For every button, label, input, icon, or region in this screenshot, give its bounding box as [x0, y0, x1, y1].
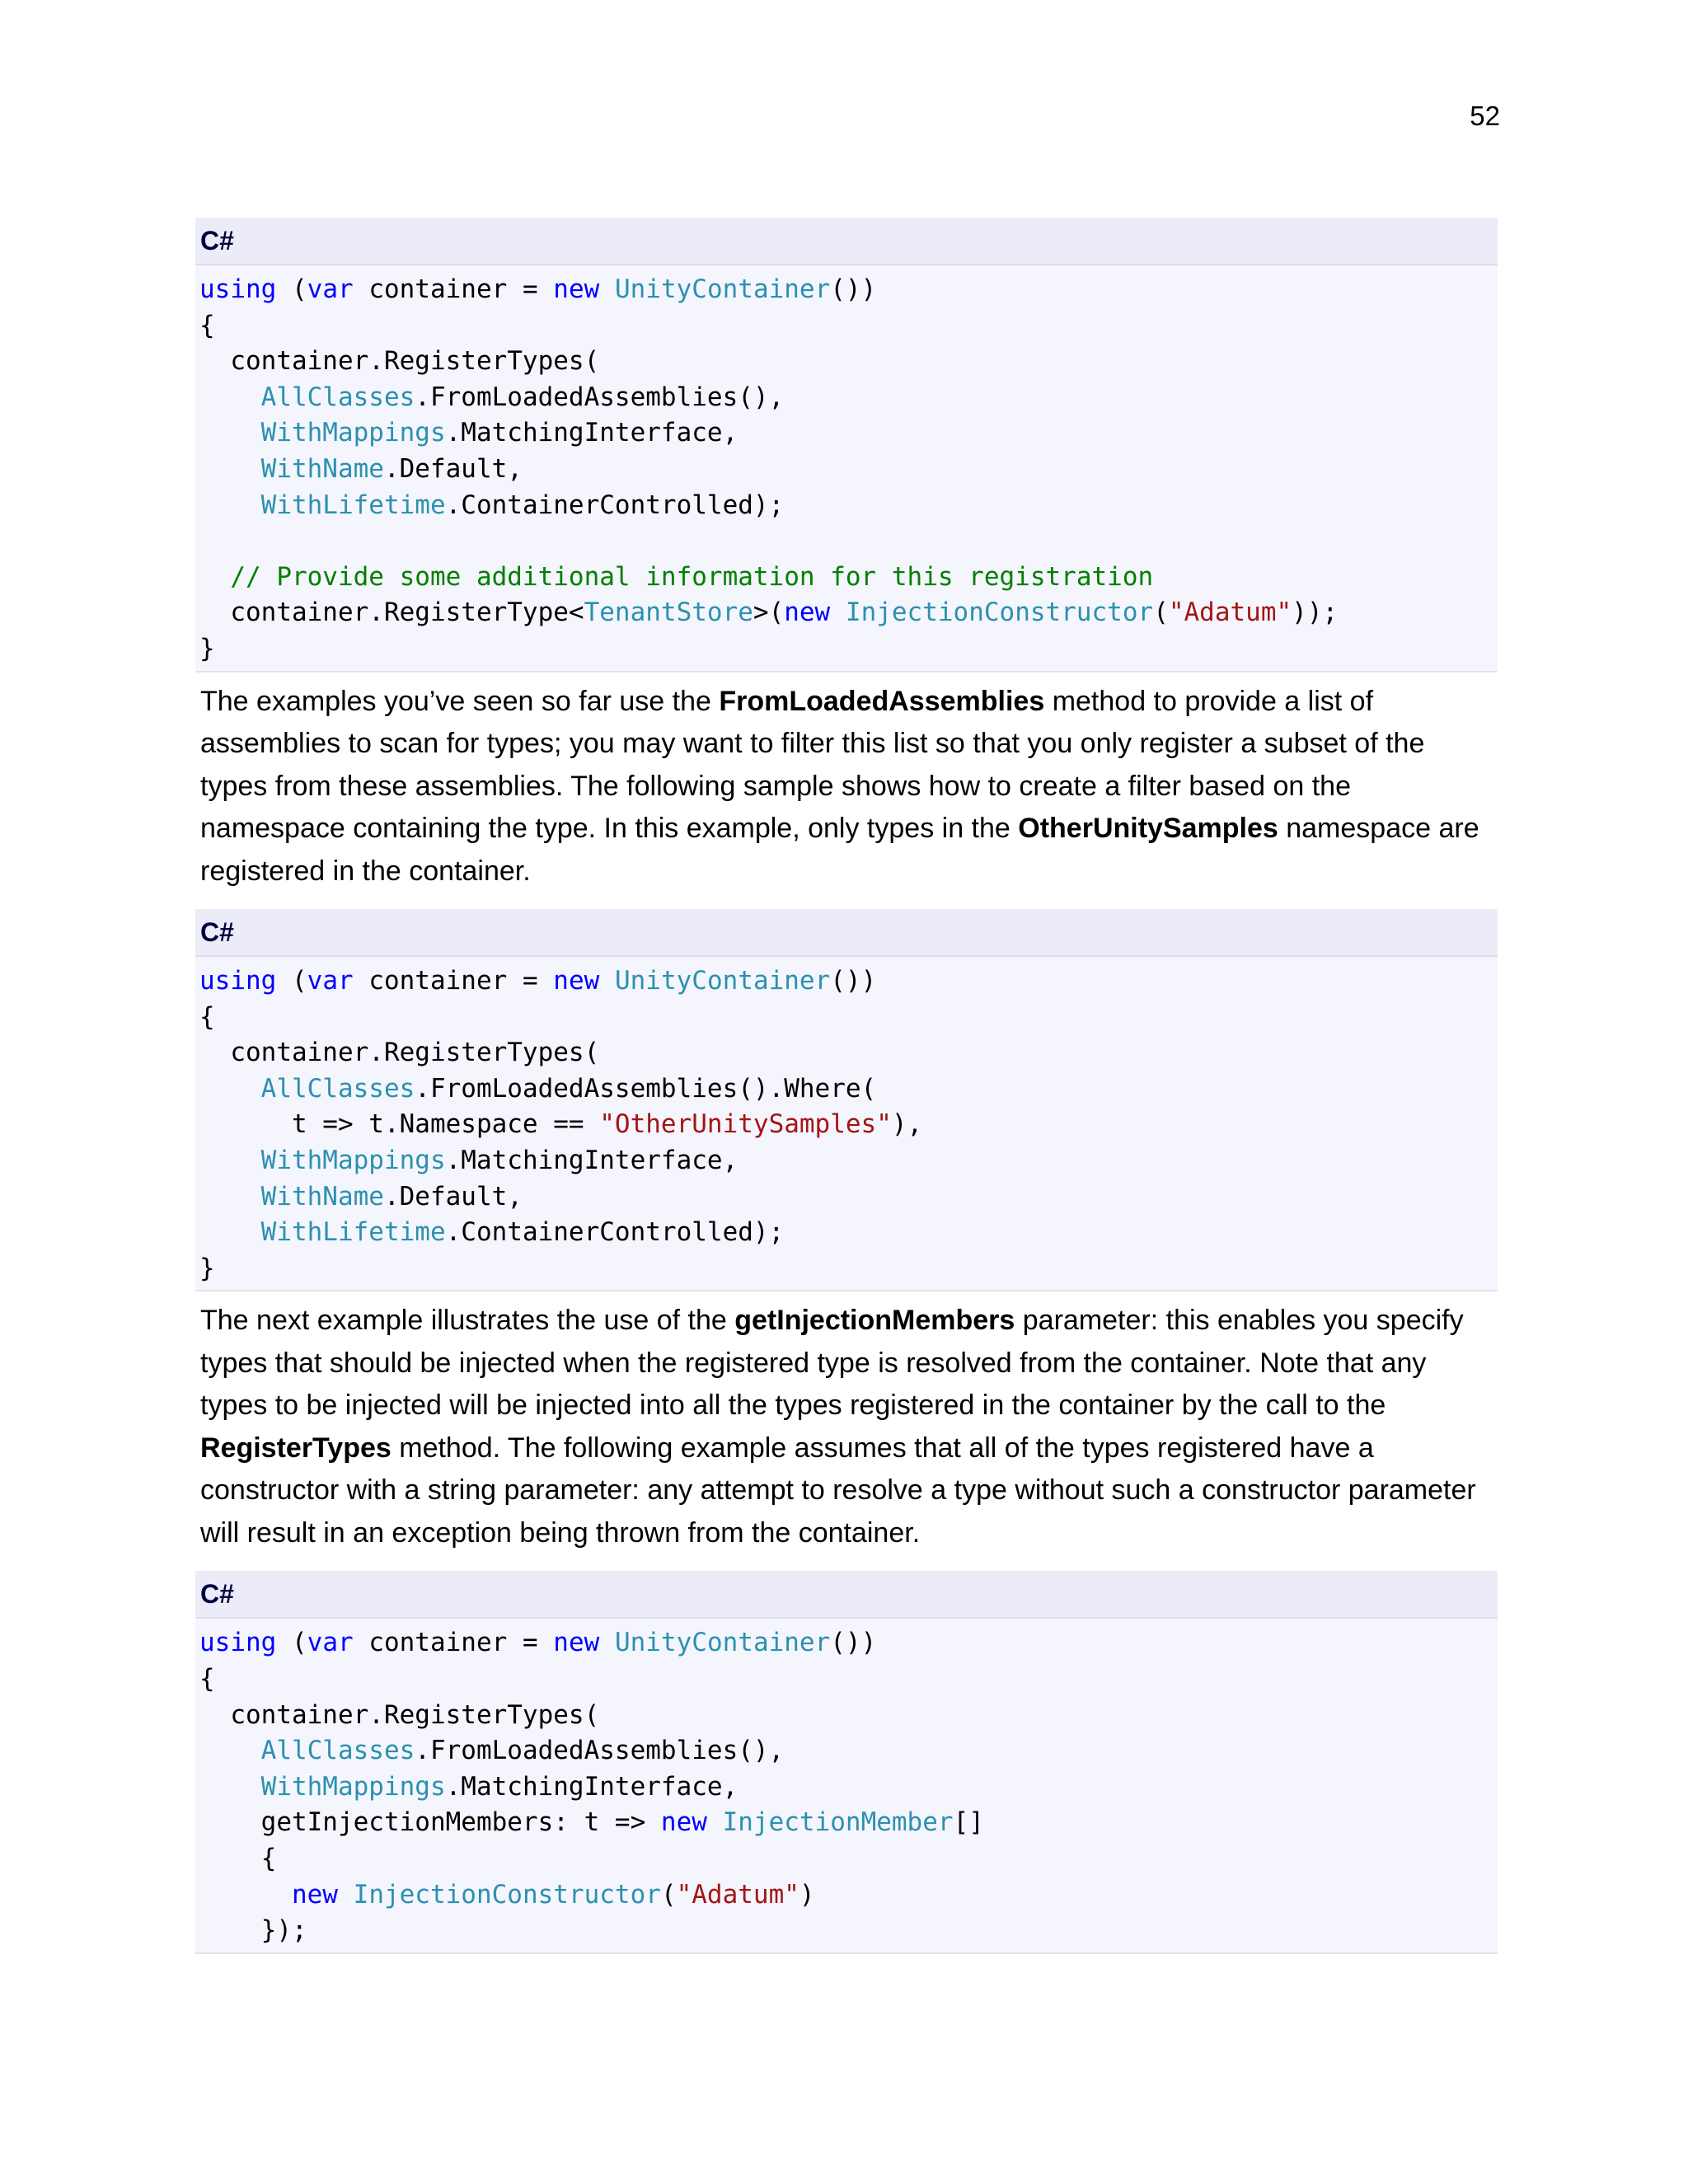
code-keyword: var [307, 1628, 354, 1658]
code-text: container.RegisterTypes( [199, 1699, 600, 1730]
code-text: { [199, 310, 215, 340]
code-text [199, 418, 261, 448]
code-text: ( [276, 274, 307, 304]
code-text: ( [276, 1628, 307, 1658]
code-type-name: UnityContainer [614, 1628, 831, 1658]
code-keyword: new [553, 1628, 600, 1658]
code-text: >( [753, 598, 785, 628]
code-line [199, 415, 1498, 452]
code-text: .FromLoadedAssemblies(), [415, 1736, 785, 1766]
code-text: t => t.Namespace == [199, 1109, 600, 1140]
code-line [199, 1251, 1498, 1287]
body-paragraph [200, 1300, 1498, 1554]
code-type-name: InjectionMember [722, 1807, 954, 1838]
code-line [199, 452, 1498, 488]
code-line [199, 1877, 1498, 1914]
code-type-name: UnityContainer [614, 274, 831, 304]
code-text: .MatchingInterface, [445, 1146, 738, 1175]
code-text [199, 1074, 261, 1104]
code-type-name: WithName [260, 453, 384, 484]
code-text [199, 562, 230, 592]
code-type-name: AllClasses [260, 1736, 415, 1766]
page-number: 52 [1470, 101, 1500, 131]
code-text: ( [1153, 598, 1169, 628]
code-line [199, 1661, 1498, 1698]
code-text [199, 1146, 261, 1175]
code-type-name: WithMappings [260, 418, 446, 448]
code-keyword: new [660, 1807, 707, 1838]
body-paragraph [200, 681, 1498, 893]
code-text: container.RegisterType< [199, 598, 584, 628]
code-line [199, 488, 1498, 524]
code-text [199, 382, 261, 412]
code-text [199, 1880, 292, 1910]
code-line [199, 272, 1498, 308]
code-keyword: new [291, 1879, 338, 1910]
code-line [199, 1000, 1498, 1036]
bold-term: OtherUnitySamples [1018, 813, 1278, 845]
bold-term: RegisterTypes [200, 1432, 392, 1464]
code-text: ()) [830, 1628, 877, 1658]
code-text: [] [953, 1807, 984, 1838]
code-line [199, 380, 1498, 416]
paragraph-text: parameter: this enables you specify types that should be injected when the registered type is resolved from the container. Note that any types to be injected will be injected into all the types registered in the container by the call to the [200, 1305, 1464, 1422]
code-type-name: TenantStore [584, 598, 753, 628]
code-type-name: WithMappings [260, 1771, 446, 1802]
code-type-name: InjectionConstructor [845, 598, 1154, 628]
code-line [199, 1143, 1498, 1179]
code-keyword: var [307, 966, 354, 996]
paragraph-text: method to provide a list of assemblies to scan for types; you may want to filter this list so that you only register a subset of the types from these assemblies. The following sample shows how to create a filter based on the namespace containing the type. In this example, only types in the [200, 685, 1425, 845]
code-text: ) [799, 1879, 815, 1910]
code-text: ( [660, 1879, 677, 1910]
code-text: .MatchingInterface, [445, 1771, 738, 1802]
code-text: } [199, 633, 215, 663]
code-line [199, 1805, 1498, 1841]
code-line [199, 523, 1498, 560]
bold-term: FromLoadedAssemblies [719, 685, 1045, 717]
code-text [599, 1628, 615, 1657]
code-type-name: UnityContainer [614, 966, 831, 996]
code-text [199, 1772, 261, 1802]
code-type-name: WithLifetime [260, 1217, 446, 1248]
code-text: )); [1292, 598, 1339, 628]
code-text: ()) [830, 274, 877, 304]
code-text: container = [353, 1628, 554, 1658]
code-type-name: WithMappings [260, 1146, 446, 1175]
code-type-name: WithLifetime [260, 490, 446, 520]
code-text: container = [353, 966, 554, 996]
code-text [599, 274, 615, 304]
code-keyword: using [199, 966, 277, 996]
code-line [199, 595, 1498, 631]
code-line [199, 1913, 1498, 1949]
code-text [199, 1182, 261, 1212]
code-line [199, 1698, 1498, 1734]
code-line [199, 1179, 1498, 1216]
code-text: .ContainerControlled); [445, 490, 785, 520]
code-text: container.RegisterTypes( [199, 1038, 600, 1068]
paragraph-text: The next example illustrates the use of the [200, 1305, 735, 1337]
code-text: { [199, 1843, 277, 1873]
code-keyword: new [784, 598, 831, 628]
code-type-name: AllClasses [260, 382, 415, 412]
code-string: "OtherUnitySamples" [599, 1109, 892, 1140]
code-line [199, 1107, 1498, 1143]
code-language-label: C# [195, 218, 1498, 265]
code-snippet [195, 1571, 1498, 1953]
code-text: .ContainerControlled); [445, 1217, 785, 1248]
code-text: { [199, 1001, 215, 1032]
code-type-name: AllClasses [260, 1073, 415, 1104]
code-line [199, 631, 1498, 668]
code-keyword: new [553, 966, 600, 996]
code-line [199, 1769, 1498, 1806]
code-line [199, 560, 1498, 596]
code-text [830, 598, 846, 627]
code-comment: // Provide some additional information for this registration [230, 561, 1154, 592]
code-text [707, 1807, 723, 1837]
code-line [199, 1733, 1498, 1769]
code-body [195, 1619, 1498, 1952]
code-text: } [199, 1253, 215, 1283]
code-language-label: C# [195, 909, 1498, 957]
code-text [599, 966, 615, 996]
code-text: ()) [830, 966, 877, 996]
code-line [199, 1035, 1498, 1071]
code-line [199, 308, 1498, 344]
code-text: }); [199, 1915, 307, 1946]
code-keyword: using [199, 274, 277, 304]
code-snippet [195, 218, 1498, 673]
bold-term: getInjectionMembers [734, 1305, 1015, 1337]
code-body [195, 265, 1498, 671]
code-line [199, 1841, 1498, 1877]
code-text: { [199, 1663, 215, 1694]
code-text: .FromLoadedAssemblies(), [415, 382, 785, 412]
code-text: .FromLoadedAssemblies().Where( [415, 1073, 877, 1104]
code-keyword: new [553, 274, 600, 304]
code-language-label: C# [195, 1571, 1498, 1619]
code-text: ), [891, 1109, 923, 1140]
code-type-name: InjectionConstructor [353, 1879, 661, 1910]
code-text: container.RegisterTypes( [199, 346, 600, 377]
code-text [199, 454, 261, 484]
code-text: ( [276, 966, 307, 996]
code-text [199, 490, 261, 520]
code-string: "Adatum" [1168, 598, 1292, 628]
code-text [199, 1736, 261, 1765]
code-type-name: WithName [260, 1181, 384, 1212]
code-snippet [195, 909, 1498, 1291]
paragraph-text: The examples you’ve seen so far use the [200, 685, 720, 717]
paragraph-text: namespace are registered in the container. [200, 813, 1479, 887]
code-text: container = [353, 274, 554, 304]
code-text: .Default, [383, 1181, 523, 1212]
paragraph-text: method. The following example assumes that all of the types registered have a constructor with a string parameter: any attempt to resolve a type without such a constructor parameter will result in an exception being thrown from the container. [200, 1432, 1476, 1549]
code-string: "Adatum" [676, 1879, 799, 1910]
code-text: .MatchingInterface, [445, 418, 738, 448]
code-keyword: using [199, 1628, 277, 1658]
code-line [199, 1215, 1498, 1251]
code-text: getInjectionMembers: t => [199, 1807, 661, 1838]
code-line [199, 1071, 1498, 1108]
code-line [199, 344, 1498, 380]
code-text [199, 1217, 261, 1247]
document-content [195, 218, 1498, 1954]
code-text: .Default, [383, 453, 523, 484]
code-body [195, 957, 1498, 1290]
code-keyword: var [307, 274, 354, 304]
code-text [338, 1880, 354, 1910]
code-line [199, 1625, 1498, 1661]
code-line [199, 963, 1498, 1000]
